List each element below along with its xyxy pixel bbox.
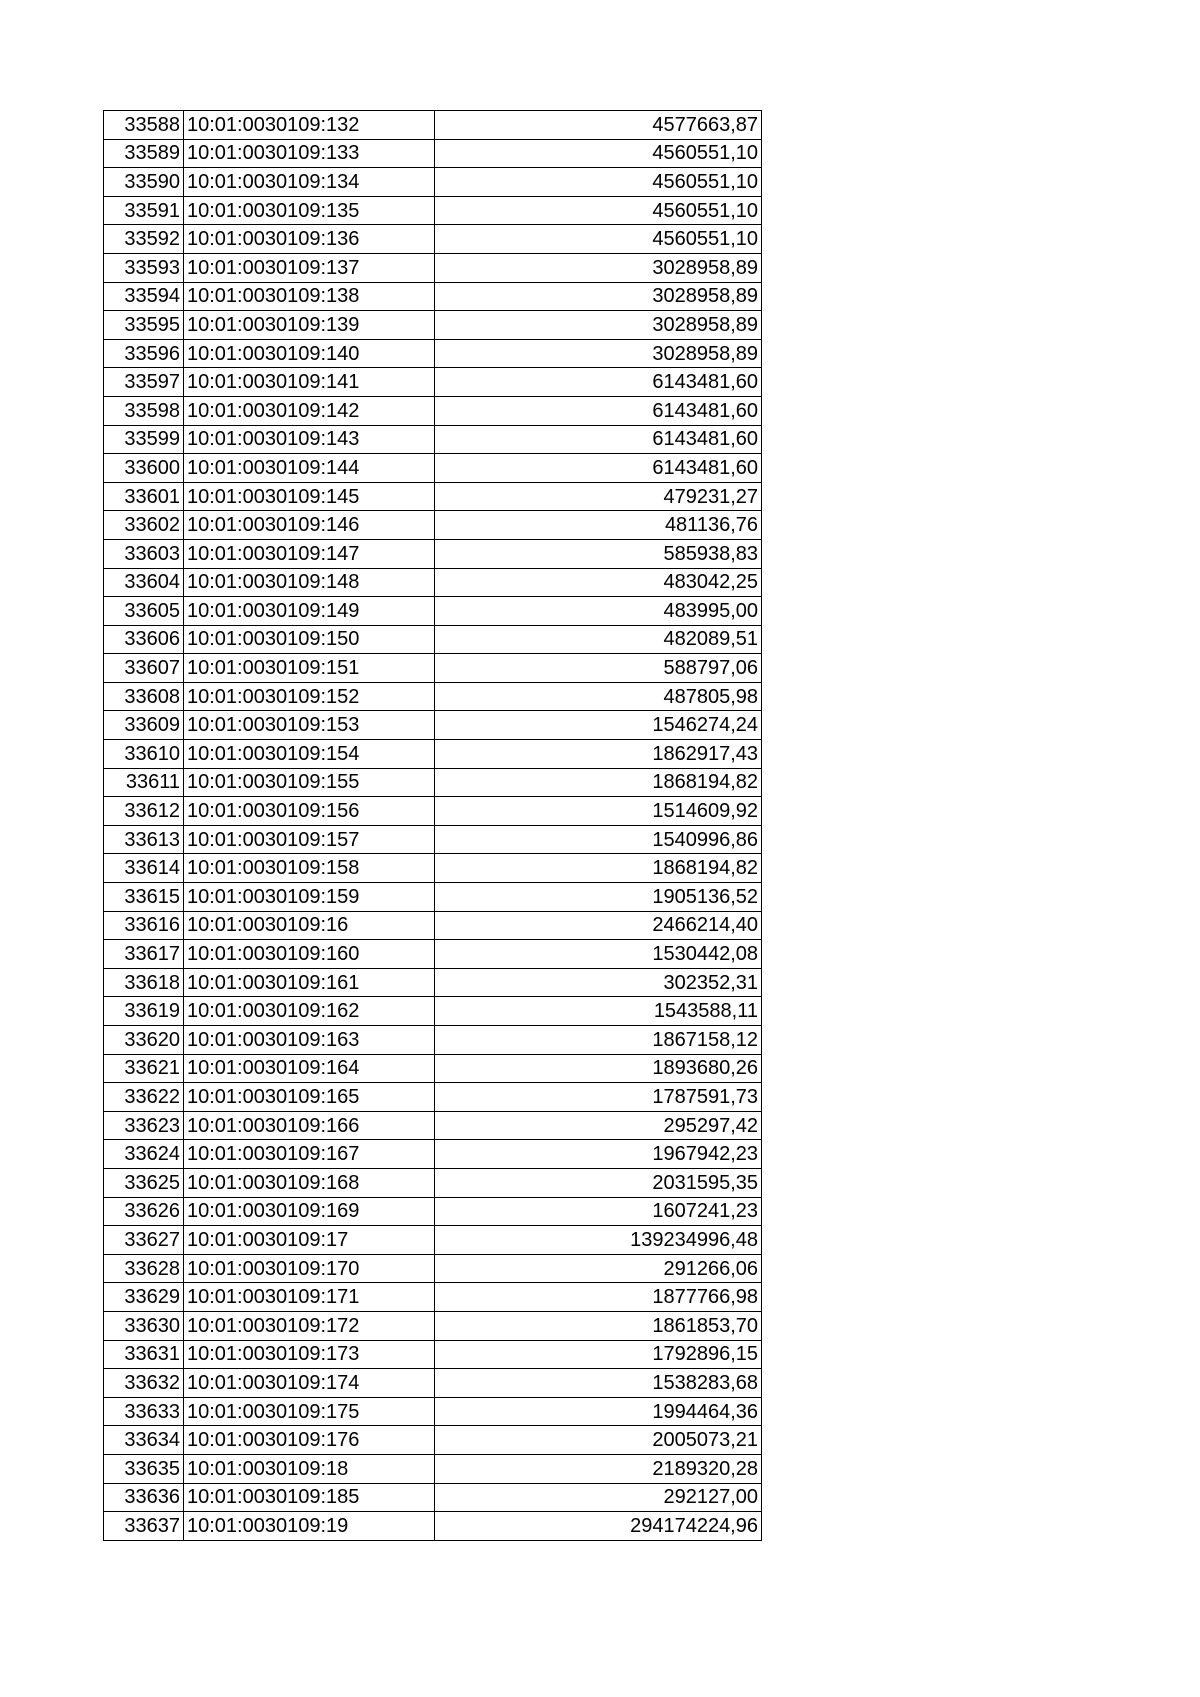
row-number-cell: 33630 bbox=[104, 1311, 184, 1340]
value-cell: 585938,83 bbox=[435, 539, 762, 568]
row-number-cell: 33615 bbox=[104, 883, 184, 912]
row-number-cell: 33617 bbox=[104, 940, 184, 969]
row-number-cell: 33607 bbox=[104, 654, 184, 683]
table-row bbox=[104, 854, 762, 883]
table-row bbox=[104, 997, 762, 1026]
table-row bbox=[104, 139, 762, 168]
value-cell: 1994464,36 bbox=[435, 1397, 762, 1426]
value-cell: 1861853,70 bbox=[435, 1311, 762, 1340]
cadastral-number-cell: 10:01:0030109:141 bbox=[184, 368, 435, 397]
table-row bbox=[104, 625, 762, 654]
cadastral-number-cell: 10:01:0030109:140 bbox=[184, 339, 435, 368]
row-number-cell: 33618 bbox=[104, 968, 184, 997]
cadastral-number-cell: 10:01:0030109:161 bbox=[184, 968, 435, 997]
cadastral-number-cell: 10:01:0030109:156 bbox=[184, 797, 435, 826]
row-number-cell: 33623 bbox=[104, 1111, 184, 1140]
table-row bbox=[104, 711, 762, 740]
value-cell: 4560551,10 bbox=[435, 139, 762, 168]
cadastral-number-cell: 10:01:0030109:158 bbox=[184, 854, 435, 883]
value-cell: 295297,42 bbox=[435, 1111, 762, 1140]
value-cell: 291266,06 bbox=[435, 1254, 762, 1283]
table-row bbox=[104, 797, 762, 826]
cadastral-number-cell: 10:01:0030109:135 bbox=[184, 196, 435, 225]
row-number-cell: 33606 bbox=[104, 625, 184, 654]
row-number-cell: 33602 bbox=[104, 511, 184, 540]
cadastral-number-cell: 10:01:0030109:164 bbox=[184, 1054, 435, 1083]
table-row bbox=[104, 311, 762, 340]
row-number-cell: 33605 bbox=[104, 597, 184, 626]
table-row bbox=[104, 539, 762, 568]
value-cell: 1862917,43 bbox=[435, 740, 762, 769]
cadastral-number-cell: 10:01:0030109:138 bbox=[184, 282, 435, 311]
table-row bbox=[104, 1512, 762, 1541]
value-cell: 1967942,23 bbox=[435, 1140, 762, 1169]
row-number-cell: 33624 bbox=[104, 1140, 184, 1169]
table-row bbox=[104, 1083, 762, 1112]
table-row bbox=[104, 1140, 762, 1169]
value-cell: 3028958,89 bbox=[435, 311, 762, 340]
cadastral-number-cell: 10:01:0030109:150 bbox=[184, 625, 435, 654]
value-cell: 1787591,73 bbox=[435, 1083, 762, 1112]
cadastral-number-cell: 10:01:0030109:136 bbox=[184, 225, 435, 254]
value-cell: 1543588,11 bbox=[435, 997, 762, 1026]
cadastral-number-cell: 10:01:0030109:172 bbox=[184, 1311, 435, 1340]
table-row bbox=[104, 740, 762, 769]
row-number-cell: 33600 bbox=[104, 454, 184, 483]
row-number-cell: 33634 bbox=[104, 1426, 184, 1455]
table-row bbox=[104, 682, 762, 711]
row-number-cell: 33601 bbox=[104, 482, 184, 511]
cadastral-number-cell: 10:01:0030109:133 bbox=[184, 139, 435, 168]
cadastral-number-cell: 10:01:0030109:16 bbox=[184, 911, 435, 940]
row-number-cell: 33597 bbox=[104, 368, 184, 397]
value-cell: 1868194,82 bbox=[435, 768, 762, 797]
row-number-cell: 33591 bbox=[104, 196, 184, 225]
row-number-cell: 33599 bbox=[104, 425, 184, 454]
row-number-cell: 33635 bbox=[104, 1454, 184, 1483]
cadastral-number-cell: 10:01:0030109:19 bbox=[184, 1512, 435, 1541]
row-number-cell: 33626 bbox=[104, 1197, 184, 1226]
table-row bbox=[104, 1426, 762, 1455]
table-row bbox=[104, 282, 762, 311]
cadastral-number-cell: 10:01:0030109:151 bbox=[184, 654, 435, 683]
cadastral-number-cell: 10:01:0030109:169 bbox=[184, 1197, 435, 1226]
cadastral-number-cell: 10:01:0030109:146 bbox=[184, 511, 435, 540]
table-row bbox=[104, 196, 762, 225]
row-number-cell: 33632 bbox=[104, 1369, 184, 1398]
row-number-cell: 33610 bbox=[104, 740, 184, 769]
cadastral-value-table bbox=[103, 110, 762, 1541]
value-cell: 4560551,10 bbox=[435, 168, 762, 197]
table-row bbox=[104, 1397, 762, 1426]
value-cell: 483042,25 bbox=[435, 568, 762, 597]
table-row bbox=[104, 654, 762, 683]
row-number-cell: 33592 bbox=[104, 225, 184, 254]
value-cell: 2189320,28 bbox=[435, 1454, 762, 1483]
table-row bbox=[104, 1283, 762, 1312]
value-cell: 6143481,60 bbox=[435, 368, 762, 397]
row-number-cell: 33631 bbox=[104, 1340, 184, 1369]
value-cell: 3028958,89 bbox=[435, 253, 762, 282]
value-cell: 487805,98 bbox=[435, 682, 762, 711]
value-cell: 1514609,92 bbox=[435, 797, 762, 826]
value-cell: 479231,27 bbox=[435, 482, 762, 511]
table-body bbox=[104, 111, 762, 1541]
cadastral-number-cell: 10:01:0030109:147 bbox=[184, 539, 435, 568]
row-number-cell: 33613 bbox=[104, 825, 184, 854]
table-row bbox=[104, 1054, 762, 1083]
value-cell: 1530442,08 bbox=[435, 940, 762, 969]
table-row bbox=[104, 597, 762, 626]
value-cell: 482089,51 bbox=[435, 625, 762, 654]
value-cell: 3028958,89 bbox=[435, 339, 762, 368]
cadastral-number-cell: 10:01:0030109:132 bbox=[184, 111, 435, 140]
row-number-cell: 33588 bbox=[104, 111, 184, 140]
table-row bbox=[104, 1454, 762, 1483]
cadastral-number-cell: 10:01:0030109:155 bbox=[184, 768, 435, 797]
row-number-cell: 33628 bbox=[104, 1254, 184, 1283]
table-row bbox=[104, 1168, 762, 1197]
table-row bbox=[104, 1254, 762, 1283]
cadastral-number-cell: 10:01:0030109:165 bbox=[184, 1083, 435, 1112]
value-cell: 4577663,87 bbox=[435, 111, 762, 140]
cadastral-number-cell: 10:01:0030109:152 bbox=[184, 682, 435, 711]
cadastral-number-cell: 10:01:0030109:162 bbox=[184, 997, 435, 1026]
table-row bbox=[104, 825, 762, 854]
cadastral-number-cell: 10:01:0030109:163 bbox=[184, 1026, 435, 1055]
cadastral-number-cell: 10:01:0030109:139 bbox=[184, 311, 435, 340]
value-cell: 6143481,60 bbox=[435, 425, 762, 454]
value-cell: 2466214,40 bbox=[435, 911, 762, 940]
row-number-cell: 33595 bbox=[104, 311, 184, 340]
cadastral-number-cell: 10:01:0030109:17 bbox=[184, 1226, 435, 1255]
table-row bbox=[104, 454, 762, 483]
cadastral-number-cell: 10:01:0030109:18 bbox=[184, 1454, 435, 1483]
table-row bbox=[104, 1197, 762, 1226]
row-number-cell: 33633 bbox=[104, 1397, 184, 1426]
table-row bbox=[104, 482, 762, 511]
cadastral-number-cell: 10:01:0030109:143 bbox=[184, 425, 435, 454]
cadastral-number-cell: 10:01:0030109:176 bbox=[184, 1426, 435, 1455]
cadastral-number-cell: 10:01:0030109:166 bbox=[184, 1111, 435, 1140]
table-row bbox=[104, 225, 762, 254]
row-number-cell: 33612 bbox=[104, 797, 184, 826]
table-row bbox=[104, 253, 762, 282]
value-cell: 302352,31 bbox=[435, 968, 762, 997]
value-cell: 1867158,12 bbox=[435, 1026, 762, 1055]
cadastral-number-cell: 10:01:0030109:185 bbox=[184, 1483, 435, 1512]
table-row bbox=[104, 911, 762, 940]
row-number-cell: 33590 bbox=[104, 168, 184, 197]
cadastral-number-cell: 10:01:0030109:145 bbox=[184, 482, 435, 511]
row-number-cell: 33637 bbox=[104, 1512, 184, 1541]
row-number-cell: 33627 bbox=[104, 1226, 184, 1255]
value-cell: 1538283,68 bbox=[435, 1369, 762, 1398]
cadastral-number-cell: 10:01:0030109:173 bbox=[184, 1340, 435, 1369]
row-number-cell: 33625 bbox=[104, 1168, 184, 1197]
value-cell: 4560551,10 bbox=[435, 196, 762, 225]
cadastral-number-cell: 10:01:0030109:159 bbox=[184, 883, 435, 912]
value-cell: 139234996,48 bbox=[435, 1226, 762, 1255]
row-number-cell: 33609 bbox=[104, 711, 184, 740]
value-cell: 2031595,35 bbox=[435, 1168, 762, 1197]
value-cell: 1868194,82 bbox=[435, 854, 762, 883]
value-cell: 481136,76 bbox=[435, 511, 762, 540]
table-row bbox=[104, 1026, 762, 1055]
value-cell: 1546274,24 bbox=[435, 711, 762, 740]
cadastral-number-cell: 10:01:0030109:160 bbox=[184, 940, 435, 969]
cadastral-number-cell: 10:01:0030109:153 bbox=[184, 711, 435, 740]
row-number-cell: 33611 bbox=[104, 768, 184, 797]
cadastral-number-cell: 10:01:0030109:154 bbox=[184, 740, 435, 769]
table-row bbox=[104, 968, 762, 997]
row-number-cell: 33620 bbox=[104, 1026, 184, 1055]
table-row bbox=[104, 940, 762, 969]
row-number-cell: 33589 bbox=[104, 139, 184, 168]
table-row bbox=[104, 1340, 762, 1369]
row-number-cell: 33614 bbox=[104, 854, 184, 883]
cadastral-number-cell: 10:01:0030109:134 bbox=[184, 168, 435, 197]
row-number-cell: 33629 bbox=[104, 1283, 184, 1312]
value-cell: 1877766,98 bbox=[435, 1283, 762, 1312]
value-cell: 4560551,10 bbox=[435, 225, 762, 254]
value-cell: 6143481,60 bbox=[435, 396, 762, 425]
row-number-cell: 33594 bbox=[104, 282, 184, 311]
table-row bbox=[104, 168, 762, 197]
cadastral-number-cell: 10:01:0030109:148 bbox=[184, 568, 435, 597]
row-number-cell: 33598 bbox=[104, 396, 184, 425]
table-row bbox=[104, 568, 762, 597]
row-number-cell: 33593 bbox=[104, 253, 184, 282]
table-row bbox=[104, 1111, 762, 1140]
table-row bbox=[104, 368, 762, 397]
cadastral-number-cell: 10:01:0030109:171 bbox=[184, 1283, 435, 1312]
cadastral-number-cell: 10:01:0030109:157 bbox=[184, 825, 435, 854]
cadastral-number-cell: 10:01:0030109:149 bbox=[184, 597, 435, 626]
row-number-cell: 33608 bbox=[104, 682, 184, 711]
value-cell: 1905136,52 bbox=[435, 883, 762, 912]
table-row bbox=[104, 339, 762, 368]
value-cell: 588797,06 bbox=[435, 654, 762, 683]
value-cell: 2005073,21 bbox=[435, 1426, 762, 1455]
cadastral-number-cell: 10:01:0030109:170 bbox=[184, 1254, 435, 1283]
table-row bbox=[104, 425, 762, 454]
value-cell: 1792896,15 bbox=[435, 1340, 762, 1369]
table-row bbox=[104, 883, 762, 912]
row-number-cell: 33619 bbox=[104, 997, 184, 1026]
value-cell: 3028958,89 bbox=[435, 282, 762, 311]
value-cell: 292127,00 bbox=[435, 1483, 762, 1512]
row-number-cell: 33622 bbox=[104, 1083, 184, 1112]
table-row bbox=[104, 511, 762, 540]
cadastral-number-cell: 10:01:0030109:175 bbox=[184, 1397, 435, 1426]
value-cell: 1540996,86 bbox=[435, 825, 762, 854]
row-number-cell: 33596 bbox=[104, 339, 184, 368]
value-cell: 6143481,60 bbox=[435, 454, 762, 483]
cadastral-number-cell: 10:01:0030109:167 bbox=[184, 1140, 435, 1169]
cadastral-number-cell: 10:01:0030109:144 bbox=[184, 454, 435, 483]
row-number-cell: 33621 bbox=[104, 1054, 184, 1083]
table-row bbox=[104, 1369, 762, 1398]
value-cell: 483995,00 bbox=[435, 597, 762, 626]
table-row bbox=[104, 396, 762, 425]
row-number-cell: 33603 bbox=[104, 539, 184, 568]
row-number-cell: 33636 bbox=[104, 1483, 184, 1512]
table-row bbox=[104, 1226, 762, 1255]
cadastral-number-cell: 10:01:0030109:142 bbox=[184, 396, 435, 425]
table-row bbox=[104, 111, 762, 140]
table-row bbox=[104, 1311, 762, 1340]
row-number-cell: 33604 bbox=[104, 568, 184, 597]
row-number-cell: 33616 bbox=[104, 911, 184, 940]
cadastral-number-cell: 10:01:0030109:168 bbox=[184, 1168, 435, 1197]
value-cell: 294174224,96 bbox=[435, 1512, 762, 1541]
cadastral-number-cell: 10:01:0030109:137 bbox=[184, 253, 435, 282]
cadastral-number-cell: 10:01:0030109:174 bbox=[184, 1369, 435, 1398]
value-cell: 1607241,23 bbox=[435, 1197, 762, 1226]
table-row bbox=[104, 768, 762, 797]
table-row bbox=[104, 1483, 762, 1512]
value-cell: 1893680,26 bbox=[435, 1054, 762, 1083]
